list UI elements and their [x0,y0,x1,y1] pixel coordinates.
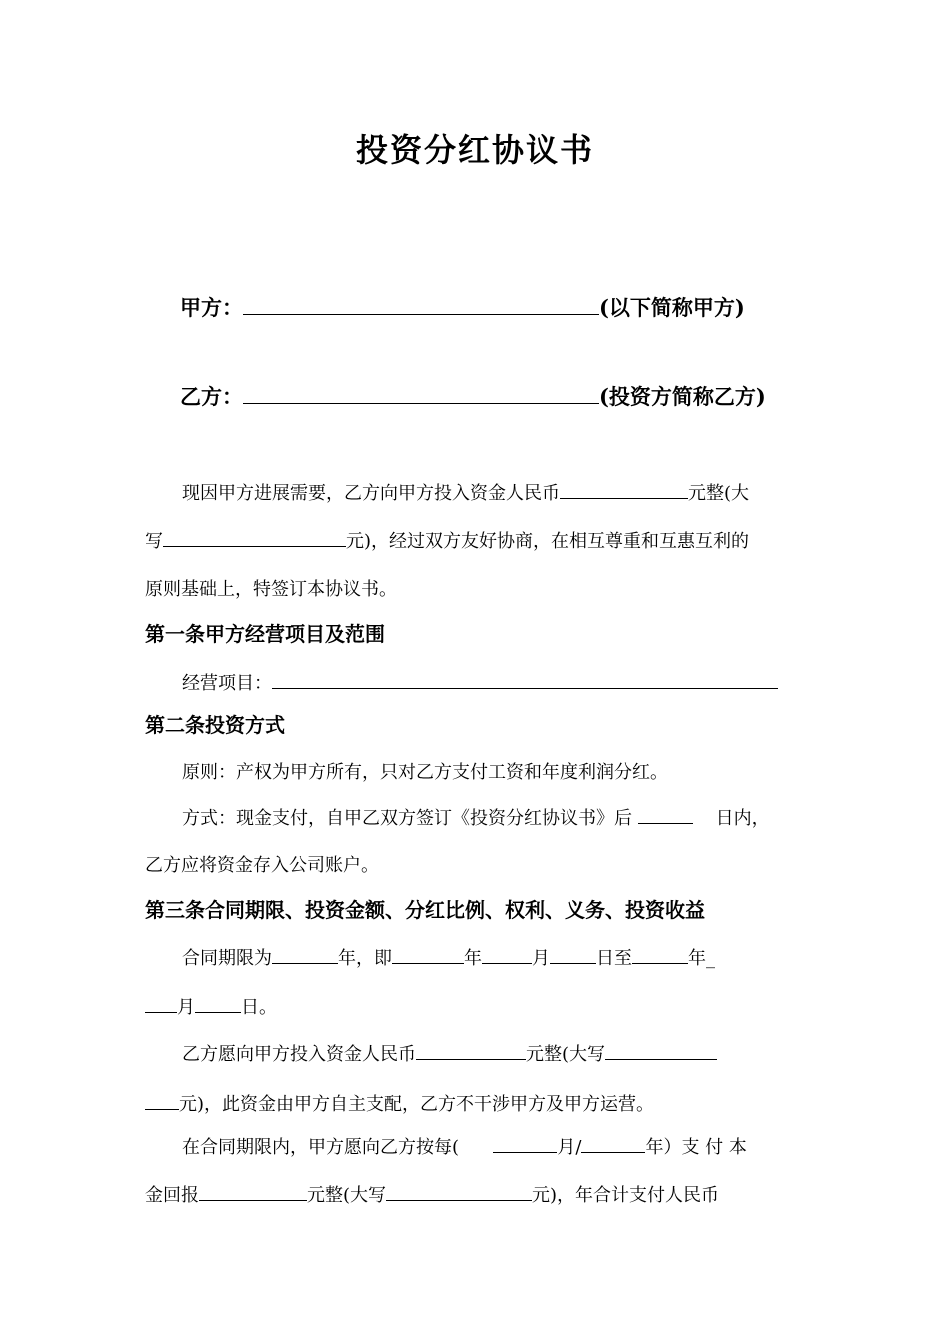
principle-text: 原则：产权为甲方所有，只对乙方支付工资和年度利润分红。 [182,762,668,783]
investment-amount-words-blank[interactable] [163,528,346,547]
term-text: 日至 [596,948,632,969]
invest-amount-words-blank[interactable] [605,1041,717,1060]
payment-line-2 [145,1182,719,1208]
start-day-blank[interactable] [550,945,596,964]
invest-amount-words-blank-cont[interactable] [145,1091,179,1110]
investment-amount-blank[interactable] [560,480,688,499]
intro-line-2 [145,528,749,554]
term-text: 年 [464,948,482,969]
party-a-label: 甲方： [180,295,243,320]
method-text: 乙方应将资金存入公司账户。 [145,855,379,876]
payment-text: 金回报 [145,1185,199,1206]
term-text: 月 [532,948,550,969]
intro-text: 元整(大 [688,483,750,504]
article-3-heading: 第三条合同期限、投资金额、分红比例、权利、义务、投资收益 [145,898,705,922]
business-item-blank[interactable] [272,670,778,689]
start-year-blank[interactable] [392,945,464,964]
document-title: 投资分红协议书 [355,131,594,169]
term-text: 年_ [688,948,715,969]
intro-text: 写 [145,531,163,552]
payment-text: 元整(大写 [307,1185,387,1206]
invest-text: 乙方愿向甲方投入资金人民币 [182,1044,416,1065]
payment-text: 元)，年合计支付人民币 [532,1185,720,1206]
article-2-heading: 第二条投资方式 [145,713,285,737]
payment-months-blank[interactable] [493,1134,557,1153]
party-b-label: 乙方： [180,384,243,409]
invest-text: 元)，此资金由甲方自主支配，乙方不干涉甲方及甲方运营。 [179,1094,655,1115]
invest-line-1 [182,1041,717,1067]
end-year-blank[interactable] [632,945,688,964]
invest-amount-blank[interactable] [416,1041,526,1060]
payment-text: 在合同期限内，甲方愿向乙方按每( [182,1137,460,1158]
payment-amount-blank[interactable] [199,1182,307,1201]
party-b-suffix: (投资方简称乙方) [599,384,766,409]
method-line-1 [182,805,770,831]
method-text: 方式：现金支付，自甲乙双方签订《投资分红协议书》后 [182,808,632,829]
intro-text: 现因甲方进展需要，乙方向甲方投入资金人民币 [182,483,560,504]
term-line-2 [145,994,277,1020]
term-line-1 [182,945,715,971]
method-line-2 [145,854,379,878]
business-item-label: 经营项目： [182,673,272,694]
business-item-line [182,670,778,696]
term-years-blank[interactable] [272,945,338,964]
party-a-name-blank[interactable] [243,294,599,315]
term-text: 合同期限为 [182,948,272,969]
end-day-blank[interactable] [195,994,241,1013]
term-text: 日。 [241,997,277,1018]
deposit-days-blank[interactable] [638,805,693,824]
intro-line-1 [182,480,749,506]
payment-years-blank[interactable] [581,1134,645,1153]
start-month-blank[interactable] [482,945,532,964]
party-a-line [180,294,745,320]
term-text: 月 [177,997,195,1018]
method-text: 日内， [715,808,770,829]
payment-text: 月/ [557,1137,582,1158]
payment-line-1 [182,1134,747,1160]
payment-amount-words-blank[interactable] [386,1182,532,1201]
intro-text: 元)，经过双方友好协商，在相互尊重和互惠互利的 [346,531,750,552]
party-b-line [180,383,766,409]
party-a-suffix: (以下简称甲方) [599,295,745,320]
payment-text: 年）支 付 本 [645,1137,747,1158]
party-b-name-blank[interactable] [243,383,599,404]
intro-line-3 [145,578,397,602]
article-1-heading: 第一条甲方经营项目及范围 [145,622,385,646]
end-month-blank[interactable] [145,994,177,1013]
principle-line [182,761,668,785]
term-text: 年，即 [338,948,392,969]
invest-line-2 [145,1091,654,1117]
invest-text: 元整(大写 [526,1044,606,1065]
intro-text: 原则基础上，特签订本协议书。 [145,579,397,600]
